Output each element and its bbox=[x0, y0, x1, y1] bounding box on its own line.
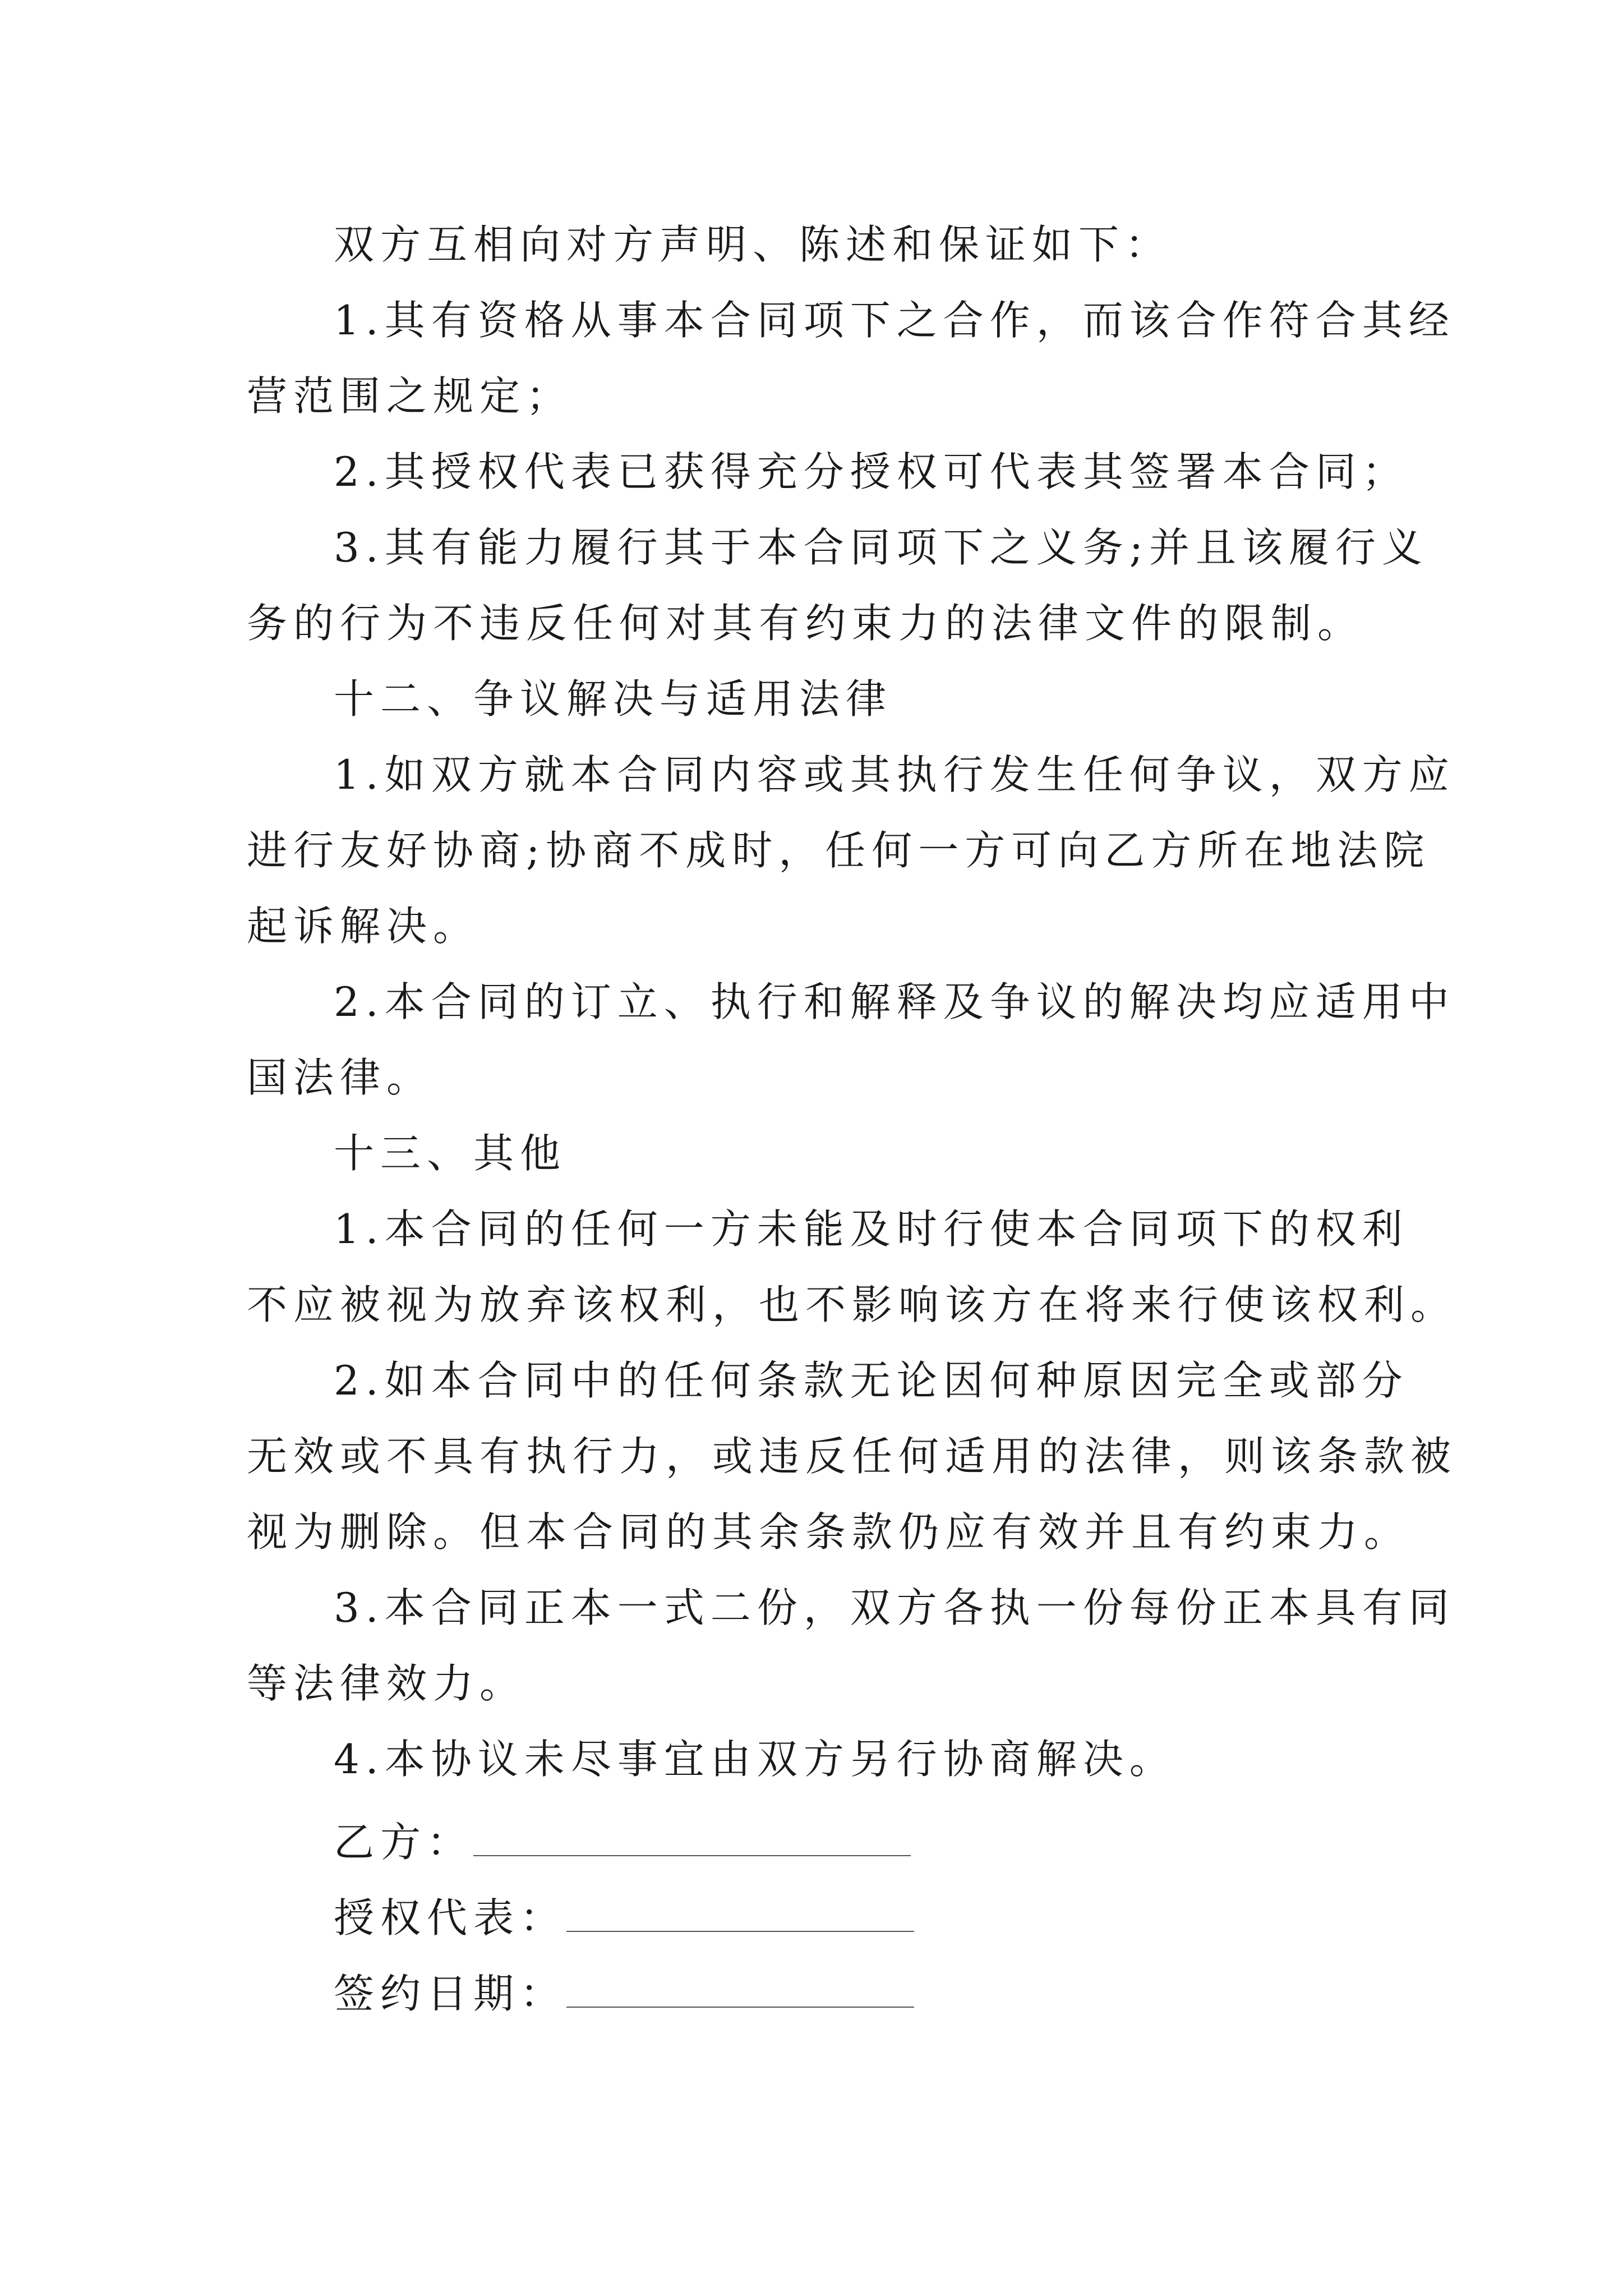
section-13-item-2-line-3: 视为删除。但本合同的其余条款仍应有效并且有约束力。 bbox=[247, 1508, 1411, 1556]
section-12-item-2-line-2: 国法律。 bbox=[247, 1054, 434, 1101]
signature-representative bbox=[334, 1890, 914, 1941]
section-12-heading: 十二、争议解决与适用法律 bbox=[334, 675, 893, 723]
section-13-item-2-line-2: 无效或不具有执行力，或违反任何适用的法律，则该条款被 bbox=[247, 1433, 1458, 1480]
section-12-item-1-line-1: 1.如双方就本合同内容或其执行发生任何争议，双方应 bbox=[334, 751, 1455, 798]
signature-party-b bbox=[334, 1815, 911, 1866]
warranty-2-line-1: 2.其授权代表已获得充分授权可代表其签署本合同； bbox=[334, 448, 1409, 495]
section-12-item-1-line-2: 进行友好协商;协商不成时，任何一方可向乙方所在地法院 bbox=[247, 827, 1431, 874]
section-13-item-3-line-1: 3.本合同正本一式二份，双方各执一份每份正本具有同 bbox=[334, 1584, 1455, 1631]
section-13-heading: 十三、其他 bbox=[334, 1130, 567, 1177]
section-13-item-1-line-2: 不应被视为放弃该权利，也不影响该方在将来行使该权利。 bbox=[247, 1281, 1458, 1328]
date-label: 签约日期： bbox=[334, 1970, 567, 2017]
signature-date bbox=[334, 1966, 914, 2017]
representative-signature-line bbox=[566, 1890, 914, 1932]
representative-label: 授权代表： bbox=[334, 1894, 567, 1941]
warranty-1-line-2: 营范围之规定； bbox=[247, 372, 573, 420]
party-b-label: 乙方： bbox=[334, 1819, 474, 1866]
section-12-item-2-line-1: 2.本合同的订立、执行和解释及争议的解决均应适用中 bbox=[334, 978, 1455, 1025]
section-12-item-1-line-3: 起诉解决。 bbox=[247, 903, 480, 950]
section-13-item-2-line-1: 2.如本合同中的任何条款无论因何种原因完全或部分 bbox=[334, 1357, 1409, 1404]
date-signature-line bbox=[566, 1966, 914, 2008]
section-13-item-4-line-1: 4.本协议未尽事宜由双方另行协商解决。 bbox=[334, 1736, 1176, 1783]
warranty-3-line-2: 务的行为不违反任何对其有约束力的法律文件的限制。 bbox=[247, 600, 1364, 647]
warranty-3-line-1: 3.其有能力履行其于本合同项下之义务;并且该履行义 bbox=[334, 524, 1428, 571]
section-13-item-1-line-1: 1.本合同的任何一方未能及时行使本合同项下的权利 bbox=[334, 1205, 1409, 1253]
party-b-signature-line bbox=[473, 1815, 911, 1856]
intro-text: 双方互相向对方声明、陈述和保证如下： bbox=[334, 221, 1172, 268]
section-13-item-3-line-2: 等法律效力。 bbox=[247, 1660, 527, 1707]
warranty-1-line-1: 1.其有资格从事本合同项下之合作，而该合作符合其经 bbox=[334, 297, 1455, 344]
